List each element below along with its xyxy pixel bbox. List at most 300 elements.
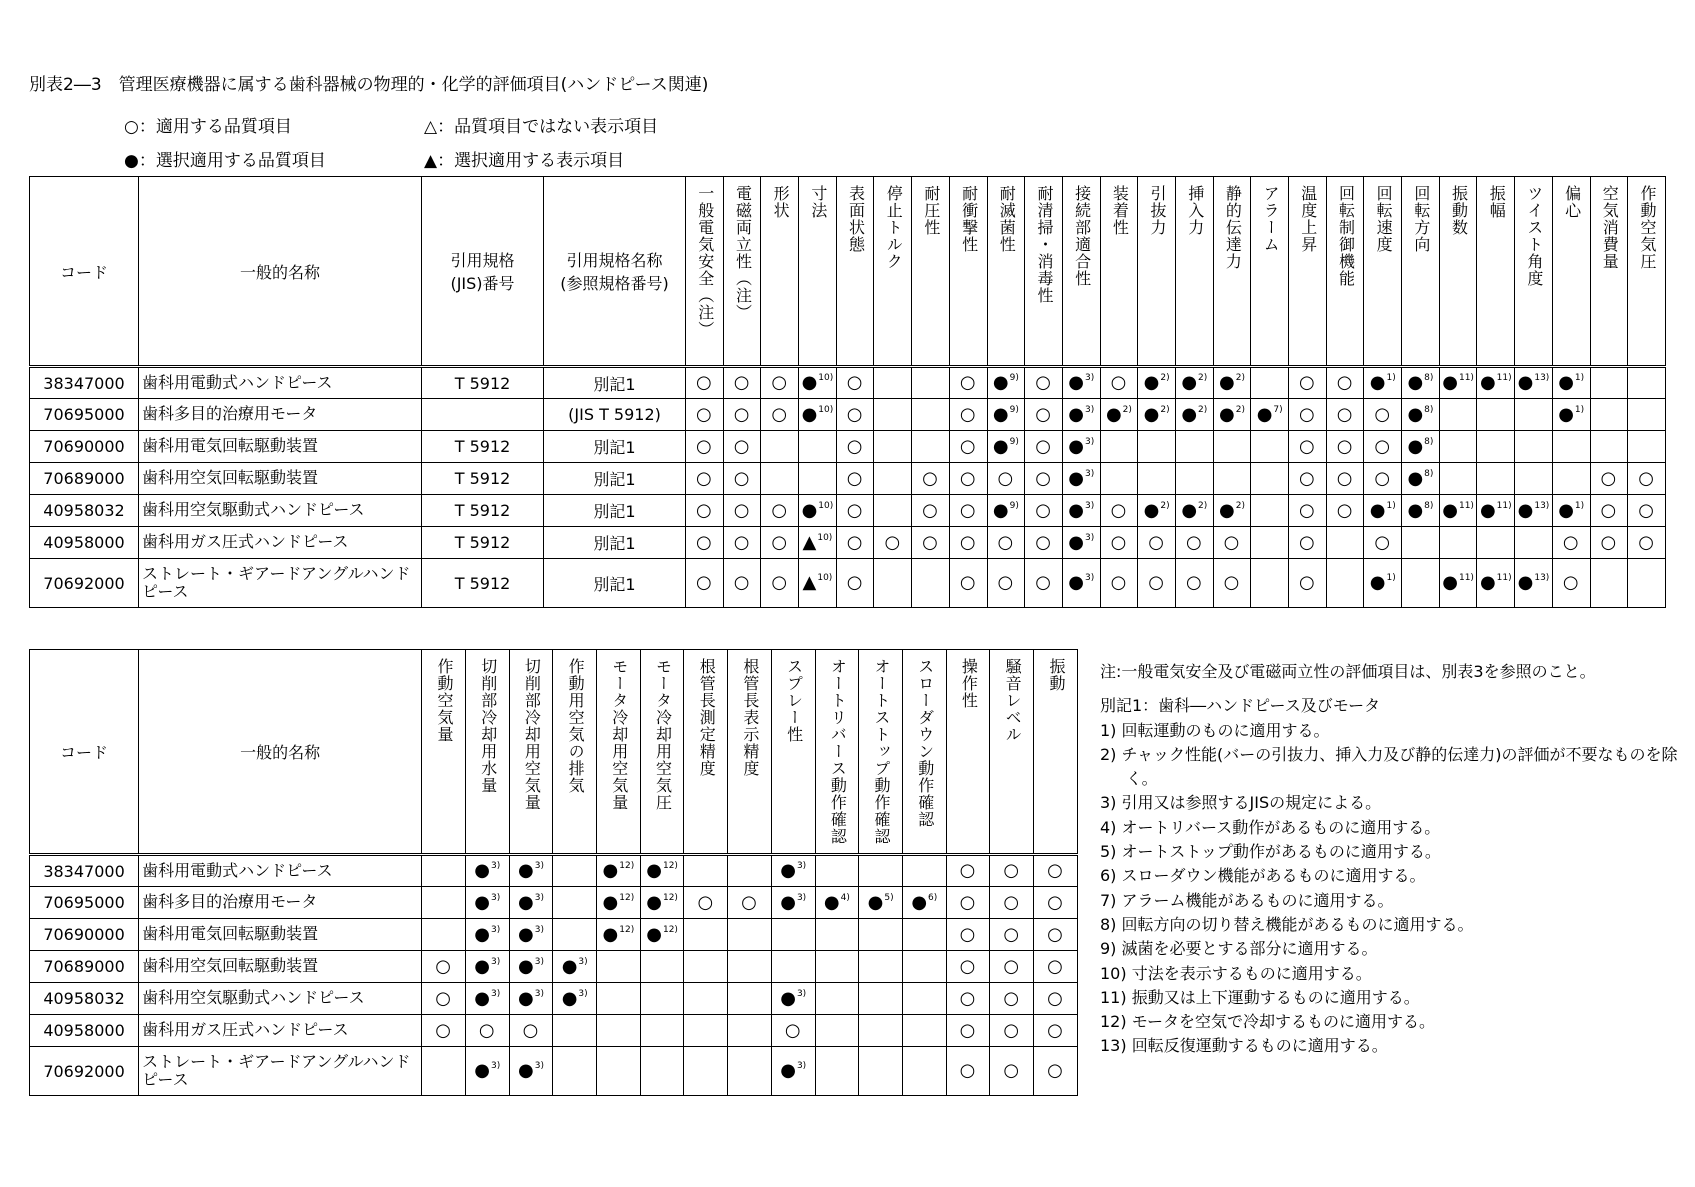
evaluation-cell bbox=[799, 559, 837, 608]
evaluation-cell bbox=[990, 887, 1034, 919]
column-header bbox=[836, 177, 874, 367]
footnote-item: 13) 回転反復運動するものに適用する。 bbox=[1100, 1036, 1388, 1056]
evaluation-cell bbox=[422, 983, 466, 1015]
filled-circle-mark: ●2) bbox=[1143, 372, 1170, 394]
evaluation-cell bbox=[949, 559, 987, 608]
column-header-label: アラーム bbox=[1261, 185, 1281, 253]
legend-open-circle: ○：適用する品質項目 bbox=[124, 117, 292, 137]
evaluation-cell bbox=[1628, 367, 1666, 399]
evaluation-cell bbox=[1213, 399, 1251, 431]
filled-circle-mark: ●2) bbox=[1219, 403, 1245, 425]
evaluation-cell bbox=[836, 399, 874, 431]
evaluation-cell bbox=[1515, 559, 1553, 608]
open-circle-mark: ○ bbox=[696, 435, 712, 457]
standard-name-cell: 別記1 bbox=[544, 559, 686, 608]
open-circle-mark: ○ bbox=[733, 499, 750, 521]
evaluation-cell bbox=[1062, 367, 1100, 399]
filled-circle-mark: ●2) bbox=[1105, 403, 1132, 425]
open-circle-mark: ○ bbox=[435, 1019, 451, 1041]
open-circle-mark: ○ bbox=[733, 372, 750, 394]
evaluation-cell bbox=[1590, 399, 1628, 431]
column-header-label: オートストップ動作確認 bbox=[872, 658, 892, 845]
filled-circle-mark: ●11) bbox=[1479, 372, 1512, 394]
open-circle-mark: ○ bbox=[1047, 987, 1063, 1009]
open-circle-mark: ○ bbox=[846, 435, 863, 457]
filled-circle-mark: ●11) bbox=[1442, 572, 1474, 594]
evaluation-cell bbox=[902, 887, 946, 919]
open-circle-mark: ○ bbox=[784, 1019, 801, 1041]
column-header-label: 電磁両立性（注） bbox=[733, 185, 753, 321]
evaluation-cell bbox=[1326, 527, 1364, 559]
open-circle-mark: ○ bbox=[1003, 1060, 1020, 1082]
evaluation-cell bbox=[686, 399, 724, 431]
table-row bbox=[30, 399, 1666, 431]
evaluation-cell bbox=[990, 919, 1034, 951]
filled-circle-mark: ●3) bbox=[518, 891, 544, 913]
evaluation-cell bbox=[1034, 855, 1078, 887]
column-header bbox=[1175, 177, 1213, 367]
evaluation-cell bbox=[728, 887, 772, 919]
evaluation-cell bbox=[1062, 559, 1100, 608]
filled-circle-mark: ●3) bbox=[780, 987, 807, 1009]
filled-circle-mark: ●3) bbox=[518, 923, 544, 945]
column-header-label: 空気消費量 bbox=[1600, 185, 1620, 270]
filled-circle-mark: ●12) bbox=[602, 923, 635, 945]
name-cell: ストレート・ギアードアングルハンドピース bbox=[139, 1047, 422, 1096]
evaluation-cell bbox=[949, 527, 987, 559]
filled-circle-mark: ●13) bbox=[1517, 572, 1550, 594]
evaluation-cell bbox=[912, 399, 950, 431]
evaluation-cell bbox=[836, 367, 874, 399]
code-cell: 70689000 bbox=[30, 463, 139, 495]
evaluation-cell bbox=[1213, 367, 1251, 399]
evaluation-cell bbox=[1251, 463, 1289, 495]
column-header-label: オートリバース動作確認 bbox=[828, 658, 848, 845]
column-header bbox=[1138, 177, 1176, 367]
name-cell: 歯科用電気回転駆動装置 bbox=[139, 431, 422, 463]
filled-circle-mark: ●3) bbox=[518, 987, 544, 1009]
table-row bbox=[30, 367, 1666, 399]
open-circle-mark: ○ bbox=[522, 1019, 539, 1041]
evaluation-cell bbox=[1515, 399, 1553, 431]
evaluation-cell bbox=[1364, 367, 1402, 399]
footnote-item: 11) 振動又は上下運動するものに適用する。 bbox=[1100, 987, 1420, 1007]
jis-number-cell: T 5912 bbox=[422, 495, 544, 527]
evaluation-cell bbox=[728, 1015, 772, 1047]
header-name: 一般的名称 bbox=[139, 177, 422, 367]
column-header bbox=[1062, 177, 1100, 367]
open-circle-mark: ○ bbox=[1299, 403, 1315, 425]
evaluation-cell bbox=[597, 983, 641, 1015]
filled-circle-mark: ●2) bbox=[1181, 403, 1208, 425]
evaluation-cell bbox=[465, 855, 509, 887]
open-circle-mark: ○ bbox=[997, 572, 1014, 594]
column-header-label: 振動 bbox=[1046, 658, 1066, 692]
open-circle-mark: ○ bbox=[771, 531, 788, 553]
evaluation-cell bbox=[1628, 559, 1666, 608]
column-header bbox=[1590, 177, 1628, 367]
filled-circle-mark: ●11) bbox=[1479, 572, 1512, 594]
evaluation-cell bbox=[1326, 495, 1364, 527]
evaluation-cell bbox=[987, 367, 1025, 399]
evaluation-cell bbox=[1034, 983, 1078, 1015]
column-header bbox=[1289, 177, 1327, 367]
evaluation-cell bbox=[684, 919, 728, 951]
filled-circle-mark: ●2) bbox=[1219, 372, 1245, 394]
open-circle-mark: ○ bbox=[959, 860, 976, 882]
evaluation-cell bbox=[1439, 495, 1477, 527]
evaluation-cell bbox=[465, 1015, 509, 1047]
evaluation-cell bbox=[553, 1047, 597, 1096]
open-circle-mark: ○ bbox=[1299, 467, 1315, 489]
filled-circle-mark: ●9) bbox=[992, 403, 1019, 425]
evaluation-cell bbox=[640, 887, 684, 919]
open-circle-mark: ○ bbox=[959, 923, 976, 945]
header-code: コード bbox=[30, 650, 139, 855]
open-circle-mark: ○ bbox=[435, 955, 451, 977]
open-circle-mark: ○ bbox=[1336, 403, 1353, 425]
evaluation-cell bbox=[990, 951, 1034, 983]
open-circle-mark: ○ bbox=[959, 1019, 976, 1041]
code-cell: 40958000 bbox=[30, 1015, 139, 1047]
evaluation-cell bbox=[1364, 399, 1402, 431]
evaluation-cell bbox=[1213, 527, 1251, 559]
open-circle-mark: ○ bbox=[771, 499, 788, 521]
evaluation-cell bbox=[799, 495, 837, 527]
evaluation-cell bbox=[686, 367, 724, 399]
filled-circle-mark: ●12) bbox=[646, 923, 678, 945]
evaluation-cell bbox=[761, 399, 799, 431]
evaluation-cell bbox=[1326, 367, 1364, 399]
open-circle-mark: ○ bbox=[1185, 531, 1202, 553]
legend-filled-triangle: ▲：選択適用する表示項目 bbox=[424, 151, 625, 171]
evaluation-cell bbox=[1402, 527, 1440, 559]
table-row bbox=[30, 855, 1078, 887]
footnote-item: 12) モータを空気で冷却するものに適用する。 bbox=[1100, 1012, 1436, 1032]
open-circle-mark: ○ bbox=[771, 572, 788, 594]
table-row bbox=[30, 887, 1078, 919]
open-circle-mark: ○ bbox=[997, 531, 1014, 553]
open-circle-mark: ○ bbox=[435, 987, 451, 1009]
open-circle-mark: ○ bbox=[1110, 499, 1127, 521]
evaluation-cell bbox=[859, 951, 903, 983]
filled-circle-mark: ●7) bbox=[1256, 403, 1283, 425]
column-header-label: 振幅 bbox=[1487, 185, 1507, 219]
code-cell: 70690000 bbox=[30, 919, 139, 951]
filled-circle-mark: ●12) bbox=[602, 891, 635, 913]
column-header bbox=[990, 650, 1034, 855]
filled-circle-mark: ●3) bbox=[474, 987, 501, 1009]
open-circle-mark: ○ bbox=[959, 531, 976, 553]
evaluation-cell bbox=[761, 495, 799, 527]
evaluation-cell bbox=[1251, 559, 1289, 608]
open-circle-mark: ○ bbox=[959, 403, 976, 425]
evaluation-cell bbox=[874, 463, 912, 495]
header-standard: 引用規格名称 (参照規格番号) bbox=[544, 177, 686, 367]
standard-name-cell: 別記1 bbox=[544, 495, 686, 527]
evaluation-cell bbox=[815, 1047, 859, 1096]
column-header-label: 振動数 bbox=[1449, 185, 1469, 236]
open-circle-mark: ○ bbox=[1003, 860, 1020, 882]
column-header bbox=[987, 177, 1025, 367]
filled-circle-mark: ●1) bbox=[1558, 403, 1585, 425]
evaluation-cell bbox=[728, 1047, 772, 1096]
evaluation-cell bbox=[1477, 559, 1515, 608]
evaluation-cell bbox=[1062, 527, 1100, 559]
column-header-label: 回転制御機能 bbox=[1336, 185, 1356, 287]
open-circle-mark: ○ bbox=[1638, 531, 1654, 553]
filled-circle-mark: ●8) bbox=[1407, 499, 1434, 521]
column-header bbox=[902, 650, 946, 855]
evaluation-cell bbox=[771, 983, 815, 1015]
evaluation-cell bbox=[1628, 495, 1666, 527]
evaluation-cell bbox=[597, 855, 641, 887]
evaluation-cell bbox=[859, 1015, 903, 1047]
open-circle-mark: ○ bbox=[696, 372, 712, 394]
open-circle-mark: ○ bbox=[1223, 531, 1240, 553]
evaluation-cell bbox=[987, 463, 1025, 495]
evaluation-cell bbox=[1034, 1047, 1078, 1096]
evaluation-cell bbox=[1025, 559, 1063, 608]
filled-circle-mark: ●10) bbox=[801, 372, 834, 394]
filled-circle-mark: ●8) bbox=[1407, 467, 1434, 489]
name-cell: 歯科用電動式ハンドピース bbox=[139, 855, 422, 887]
evaluation-cell bbox=[1289, 431, 1327, 463]
column-header-label: 回転速度 bbox=[1374, 185, 1394, 253]
jis-number-cell: T 5912 bbox=[422, 559, 544, 608]
open-circle-mark: ○ bbox=[1148, 531, 1164, 553]
filled-circle-mark: ●12) bbox=[602, 860, 635, 882]
code-cell: 40958000 bbox=[30, 527, 139, 559]
code-cell: 38347000 bbox=[30, 855, 139, 887]
column-header bbox=[640, 650, 684, 855]
evaluation-cell bbox=[509, 887, 553, 919]
evaluation-cell bbox=[946, 1047, 990, 1096]
name-cell: 歯科多目的治療用モータ bbox=[139, 399, 422, 431]
open-circle-mark: ○ bbox=[696, 531, 712, 553]
column-header-label: 表面状態 bbox=[846, 185, 866, 253]
evaluation-cell bbox=[987, 399, 1025, 431]
evaluation-cell bbox=[836, 431, 874, 463]
name-cell: 歯科用空気回転駆動装置 bbox=[139, 951, 422, 983]
evaluation-cell bbox=[1515, 463, 1553, 495]
open-circle-mark: ○ bbox=[997, 467, 1014, 489]
open-circle-mark: ○ bbox=[1047, 923, 1063, 945]
open-circle-mark: ○ bbox=[696, 499, 712, 521]
notes-section bbox=[1100, 660, 1680, 1059]
open-circle-mark: ○ bbox=[1047, 1060, 1063, 1082]
evaluation-cell bbox=[1138, 399, 1176, 431]
evaluation-cell bbox=[859, 919, 903, 951]
evaluation-cell bbox=[1251, 495, 1289, 527]
column-header-label: 耐清掃・消毒性 bbox=[1034, 185, 1054, 304]
column-header-label: 耐圧性 bbox=[921, 185, 941, 236]
evaluation-table-bottom bbox=[29, 649, 1078, 1096]
footnote-item: 10) 寸法を表示するものに適用する。 bbox=[1100, 963, 1372, 983]
column-header-label: 切削部冷却用空気量 bbox=[522, 658, 542, 811]
open-circle-mark: ○ bbox=[1374, 467, 1391, 489]
name-cell: 歯科用ガス圧式ハンドピース bbox=[139, 527, 422, 559]
column-header-label: 寸法 bbox=[808, 185, 828, 219]
column-header bbox=[684, 650, 728, 855]
filled-circle-mark: ●8) bbox=[1407, 403, 1434, 425]
footnote-item: 2) チャック性能(バーの引抜力、挿入力及び静的伝達力)の評価が不要なものを除く。 bbox=[1100, 744, 1678, 789]
column-header-label: 回転方向 bbox=[1411, 185, 1431, 253]
code-cell: 70692000 bbox=[30, 1047, 139, 1096]
column-header-label: 騒音レベル bbox=[1003, 658, 1023, 743]
open-circle-mark: ○ bbox=[697, 891, 714, 913]
evaluation-cell bbox=[874, 399, 912, 431]
evaluation-cell bbox=[553, 887, 597, 919]
column-header bbox=[815, 650, 859, 855]
open-circle-mark: ○ bbox=[1035, 467, 1051, 489]
evaluation-cell bbox=[1100, 463, 1138, 495]
header-name: 一般的名称 bbox=[139, 650, 422, 855]
footnote-item: 4) オートリバース動作があるものに適用する。 bbox=[1100, 817, 1441, 837]
evaluation-cell bbox=[874, 527, 912, 559]
open-circle-mark: ○ bbox=[1110, 372, 1127, 394]
filled-circle-mark: ●3) bbox=[561, 987, 588, 1009]
column-header-label: 形状 bbox=[771, 185, 791, 219]
evaluation-cell bbox=[1100, 495, 1138, 527]
evaluation-cell bbox=[761, 431, 799, 463]
code-cell: 70695000 bbox=[30, 399, 139, 431]
evaluation-cell bbox=[640, 1015, 684, 1047]
jis-number-cell bbox=[422, 399, 544, 431]
filled-circle-mark: ●3) bbox=[780, 860, 807, 882]
name-cell: 歯科多目的治療用モータ bbox=[139, 887, 422, 919]
evaluation-cell bbox=[815, 855, 859, 887]
jis-number-cell: T 5912 bbox=[422, 367, 544, 399]
evaluation-cell bbox=[509, 983, 553, 1015]
evaluation-cell bbox=[946, 855, 990, 887]
evaluation-cell bbox=[836, 463, 874, 495]
standard-name-cell: 別記1 bbox=[544, 463, 686, 495]
column-header bbox=[912, 177, 950, 367]
evaluation-cell bbox=[1552, 495, 1590, 527]
filled-circle-mark: ●9) bbox=[992, 499, 1019, 521]
document-title: 別表2―3 管理医療機器に属する歯科器械の物理的・化学的評価項目(ハンドピース関連) bbox=[29, 75, 709, 95]
code-cell: 38347000 bbox=[30, 367, 139, 399]
name-cell: 歯科用空気駆動式ハンドピース bbox=[139, 495, 422, 527]
open-circle-mark: ○ bbox=[846, 572, 863, 594]
column-header bbox=[728, 650, 772, 855]
column-header-label: 静的伝達力 bbox=[1223, 185, 1243, 270]
column-header-label: 作動空気圧 bbox=[1638, 185, 1657, 270]
jis-number-cell: T 5912 bbox=[422, 527, 544, 559]
evaluation-cell bbox=[1439, 431, 1477, 463]
column-header-label: 引抜力 bbox=[1148, 185, 1167, 236]
standard-name-cell: (JIS T 5912) bbox=[544, 399, 686, 431]
column-header-label: 停止トルク bbox=[884, 185, 904, 270]
open-circle-mark: ○ bbox=[1047, 891, 1063, 913]
open-circle-mark: ○ bbox=[959, 499, 976, 521]
evaluation-cell bbox=[465, 1047, 509, 1096]
filled-circle-mark: ●3) bbox=[474, 955, 501, 977]
evaluation-cell bbox=[1552, 463, 1590, 495]
filled-circle-mark: ●3) bbox=[474, 891, 501, 913]
filled-circle-mark: ●1) bbox=[1369, 372, 1396, 394]
column-header bbox=[1477, 177, 1515, 367]
evaluation-cell bbox=[1326, 559, 1364, 608]
evaluation-cell bbox=[422, 919, 466, 951]
evaluation-cell bbox=[1034, 919, 1078, 951]
evaluation-cell bbox=[912, 367, 950, 399]
evaluation-cell bbox=[1138, 559, 1176, 608]
standard-name-cell: 別記1 bbox=[544, 527, 686, 559]
evaluation-cell bbox=[553, 983, 597, 1015]
evaluation-cell bbox=[1289, 559, 1327, 608]
filled-circle-mark: ●8) bbox=[1407, 372, 1434, 394]
evaluation-cell bbox=[874, 559, 912, 608]
footnote-item: 6) スローダウン機能があるものに適用する。 bbox=[1100, 866, 1426, 886]
evaluation-cell bbox=[1402, 463, 1440, 495]
evaluation-cell bbox=[1138, 527, 1176, 559]
open-circle-mark: ○ bbox=[1110, 531, 1127, 553]
evaluation-cell bbox=[859, 855, 903, 887]
evaluation-cell bbox=[836, 495, 874, 527]
evaluation-cell bbox=[684, 983, 728, 1015]
jis-number-cell: T 5912 bbox=[422, 463, 544, 495]
column-header-label: 耐滅菌性 bbox=[997, 185, 1017, 253]
open-circle-mark: ○ bbox=[1003, 987, 1020, 1009]
evaluation-cell bbox=[836, 527, 874, 559]
evaluation-cell bbox=[987, 495, 1025, 527]
open-circle-mark: ○ bbox=[1374, 435, 1391, 457]
open-circle-mark: ○ bbox=[959, 987, 976, 1009]
filled-circle-mark: ●11) bbox=[1479, 499, 1512, 521]
evaluation-cell bbox=[1590, 495, 1628, 527]
filled-circle-mark: ●11) bbox=[1442, 372, 1474, 394]
column-header bbox=[509, 650, 553, 855]
evaluation-cell bbox=[946, 887, 990, 919]
standard-name-cell: 別記1 bbox=[544, 367, 686, 399]
evaluation-cell bbox=[1364, 527, 1402, 559]
footnote-item: 9) 滅菌を必要とする部分に適用する。 bbox=[1100, 939, 1378, 959]
evaluation-cell bbox=[509, 951, 553, 983]
open-circle-mark: ○ bbox=[771, 372, 788, 394]
evaluation-cell bbox=[949, 367, 987, 399]
open-circle-mark: ○ bbox=[1336, 467, 1353, 489]
open-circle-mark: ○ bbox=[733, 467, 750, 489]
column-header-label: ツイスト角度 bbox=[1524, 185, 1544, 287]
evaluation-cell bbox=[1034, 1015, 1078, 1047]
evaluation-cell bbox=[1213, 431, 1251, 463]
open-circle-mark: ○ bbox=[1299, 572, 1315, 594]
evaluation-cell bbox=[1402, 399, 1440, 431]
open-circle-mark: ○ bbox=[1374, 403, 1391, 425]
evaluation-cell bbox=[1628, 399, 1666, 431]
standard-name-cell: 別記1 bbox=[544, 431, 686, 463]
name-cell: 歯科用電気回転駆動装置 bbox=[139, 919, 422, 951]
evaluation-cell bbox=[1175, 495, 1213, 527]
open-circle-mark: ○ bbox=[733, 531, 750, 553]
name-cell: 歯科用電動式ハンドピース bbox=[139, 367, 422, 399]
evaluation-cell bbox=[815, 951, 859, 983]
table-row bbox=[30, 1015, 1078, 1047]
evaluation-cell bbox=[465, 887, 509, 919]
column-header bbox=[1213, 177, 1251, 367]
open-circle-mark: ○ bbox=[1047, 860, 1063, 882]
open-circle-mark: ○ bbox=[733, 403, 750, 425]
evaluation-cell bbox=[1477, 527, 1515, 559]
column-header-label: 耐衝撃性 bbox=[959, 185, 979, 253]
table-row bbox=[30, 431, 1666, 463]
evaluation-cell bbox=[1025, 463, 1063, 495]
open-circle-mark: ○ bbox=[846, 372, 863, 394]
table-row bbox=[30, 1047, 1078, 1096]
evaluation-cell bbox=[949, 463, 987, 495]
